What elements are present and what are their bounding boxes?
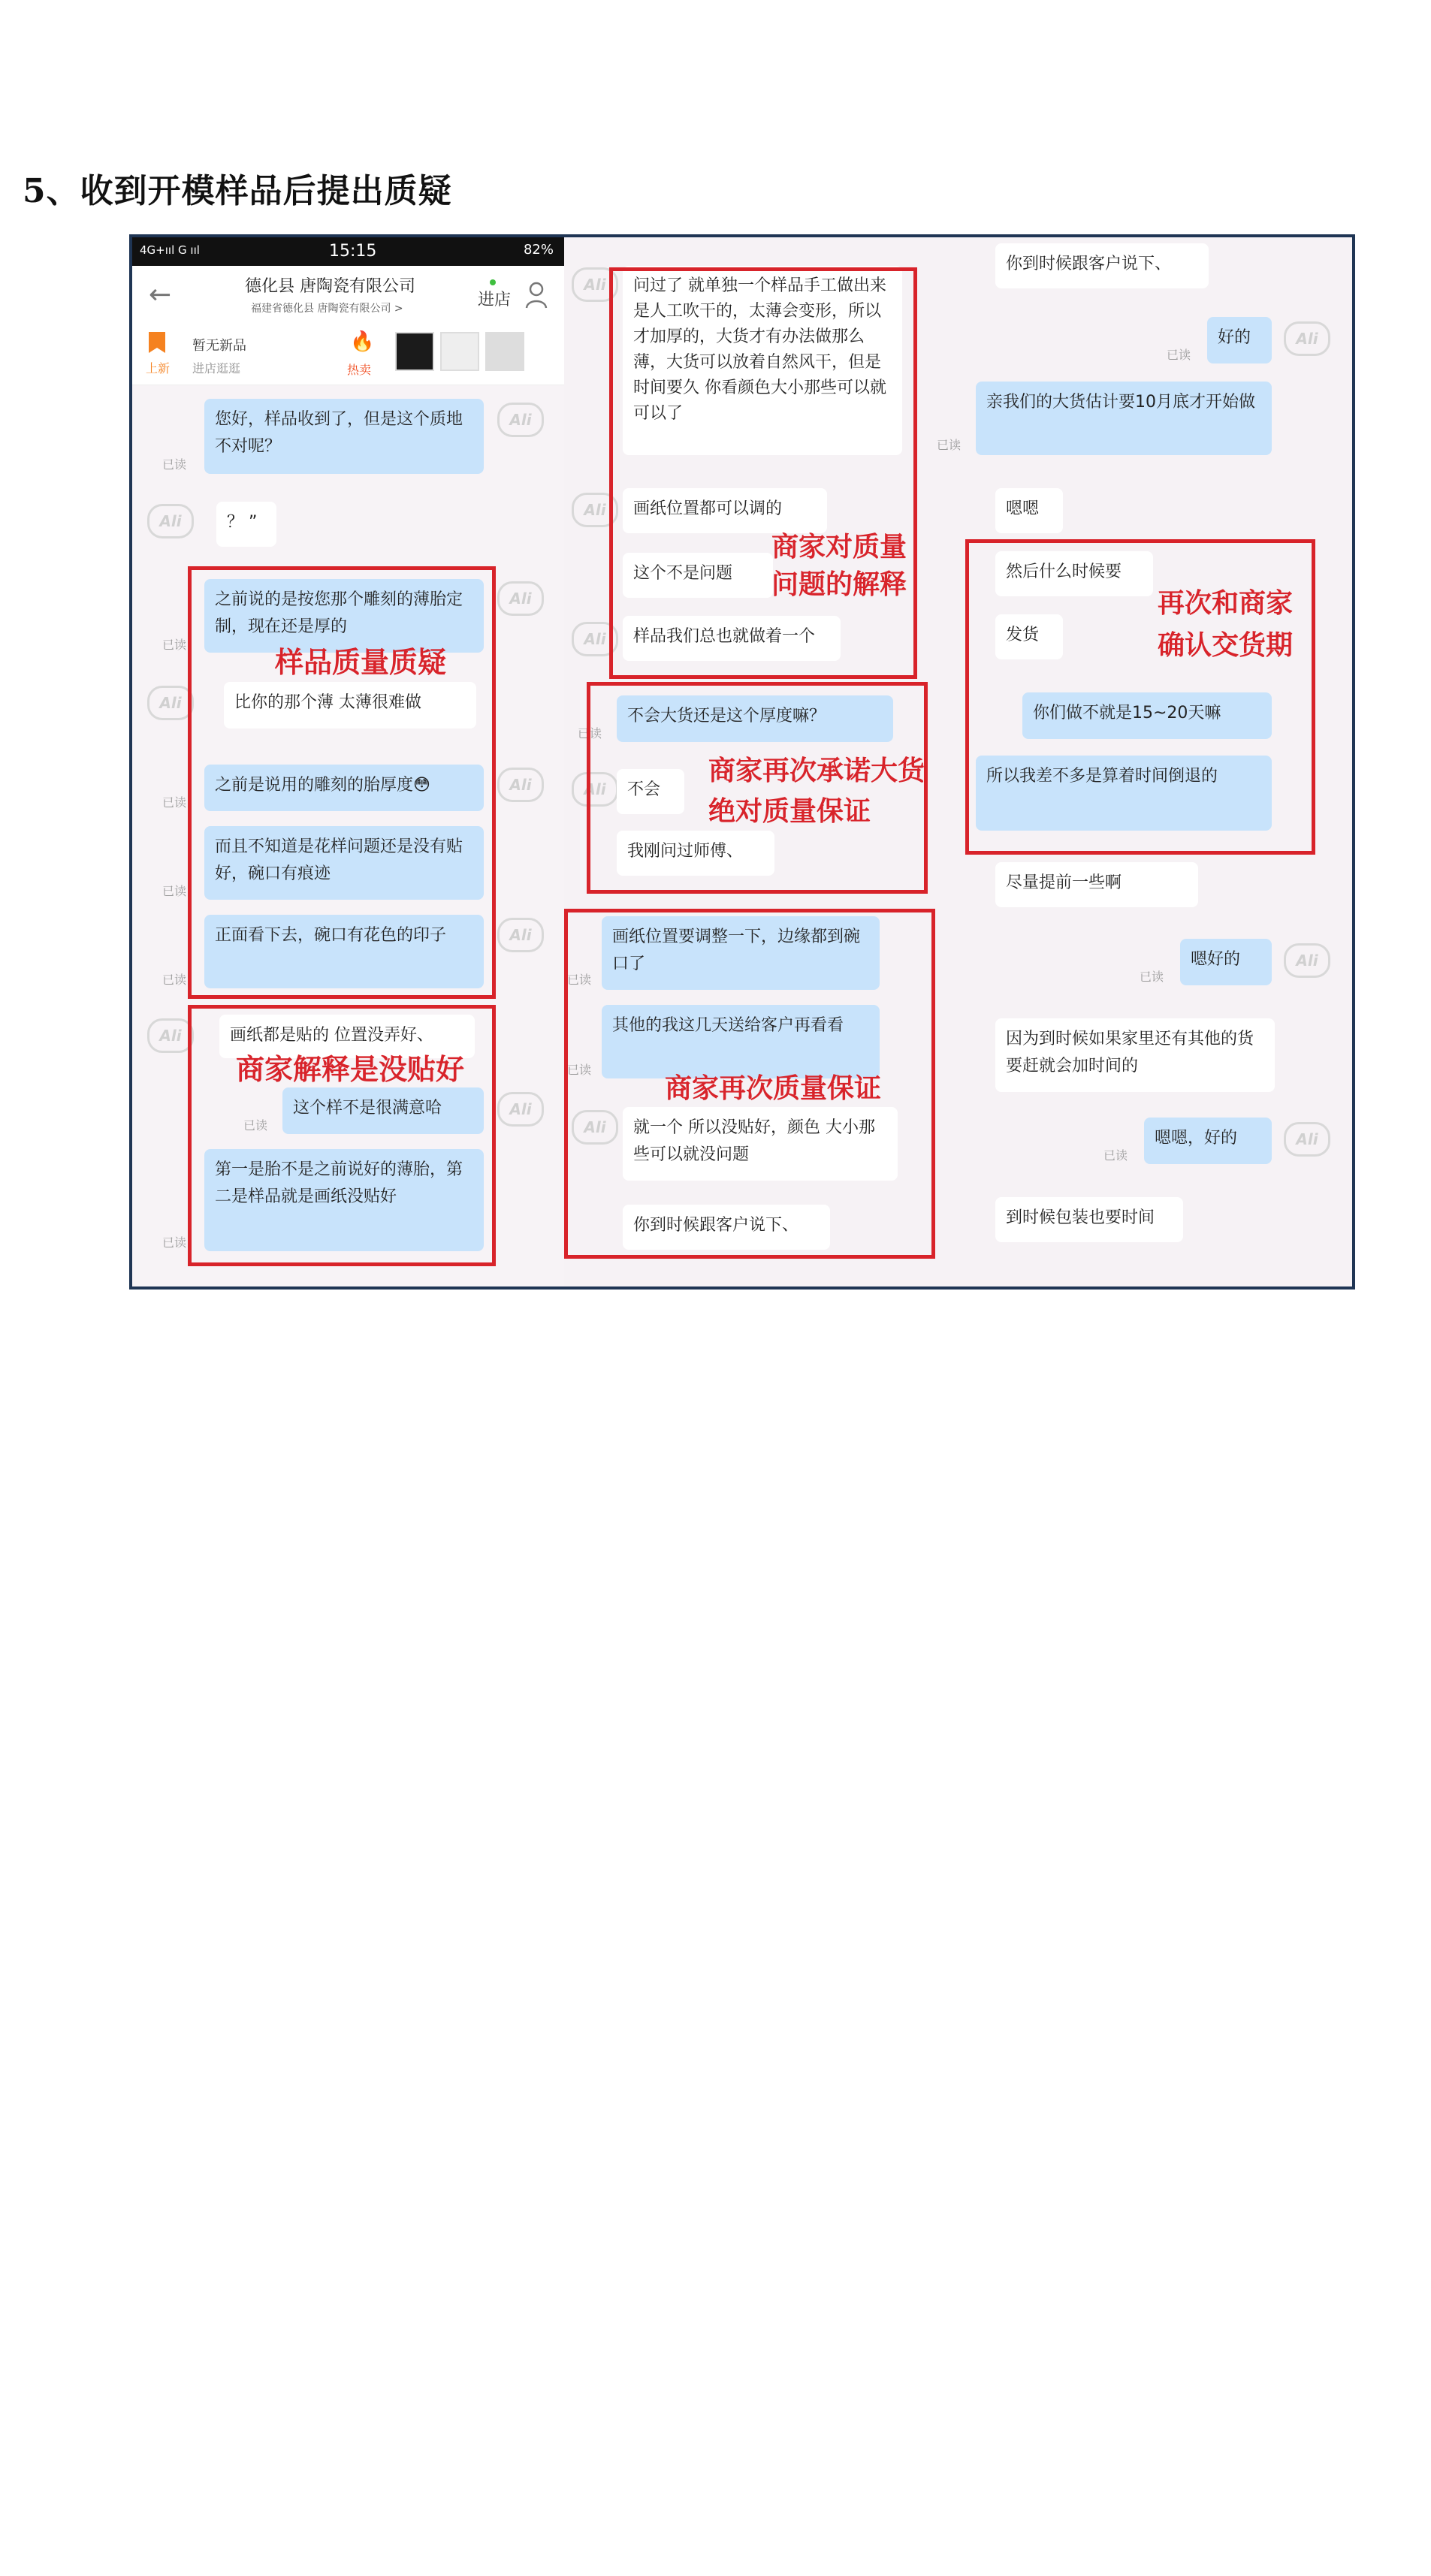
chat-message: 好的 — [1207, 317, 1272, 363]
enter-shop-button[interactable]: 进店 — [478, 291, 512, 309]
avatar: Ali — [572, 493, 618, 527]
annotation-confirm-delivery: 再次和商家确认交货期 — [1158, 588, 1294, 661]
annotation-box — [188, 566, 496, 999]
chat-message: 因为到时候如果家里还有其他的货要赶就会加时间的 — [995, 1018, 1275, 1092]
chat-message: 这个样不是很满意哈 — [282, 1087, 484, 1134]
visit-shop-link[interactable]: 进店逛逛 — [192, 361, 241, 376]
read-receipt: 已读 — [243, 1118, 268, 1133]
status-time: 15:15 — [329, 242, 377, 261]
chat-message: ？ ” — [216, 502, 276, 547]
chat-message: 画纸位置都可以调的 — [623, 488, 827, 533]
chat-message: 画纸位置要调整一下，边缘都到碗口了 — [602, 916, 880, 990]
read-receipt: 已读 — [162, 1235, 187, 1250]
new-arrival-label[interactable]: 上新 — [146, 361, 171, 376]
section-heading: 5、收到开模样品后提出质疑 — [23, 172, 452, 210]
chat-message: 然后什么时候要 — [995, 551, 1153, 596]
hot-sale-icon: 🔥 — [350, 330, 375, 353]
avatar: Ali — [497, 918, 544, 952]
chat-message: 所以我差不多是算着时间倒退的 — [976, 756, 1272, 831]
avatar: Ali — [572, 772, 618, 807]
annotation-merchant-again: 商家再次质量保证 — [665, 1073, 882, 1104]
avatar: Ali — [1284, 321, 1330, 356]
read-receipt: 已读 — [567, 973, 592, 987]
back-arrow-icon[interactable]: ← — [149, 279, 172, 310]
chat-message: 嗯嗯，好的 — [1144, 1118, 1272, 1164]
read-receipt: 已读 — [567, 1063, 592, 1077]
left-chat-panel — [132, 237, 564, 1286]
chat-screenshot-figure — [129, 234, 1355, 1290]
read-receipt: 已读 — [1167, 348, 1191, 362]
chat-message: 您好，样品收到了，但是这个质地不对呢？ — [204, 399, 484, 474]
chat-message: 问过了 就单独一个样品手工做出来是人工吹干的，太薄会变形，所以才加厚的，大货才有办法做那么薄，大货可以放着自然风干，但是时间要久 你看颜色大小那些可以就可以了 — [623, 266, 902, 455]
avatar: Ali — [572, 622, 618, 656]
annotation-merchant-not-stuck: 商家解释是没贴好 — [236, 1053, 465, 1086]
chat-message: 比你的那个薄 太薄很难做 — [224, 682, 476, 728]
right-chat-panel — [937, 237, 1352, 1286]
read-receipt: 已读 — [578, 726, 602, 741]
shop-name: 德化县 唐陶瓷有限公司 — [245, 277, 415, 296]
chat-message: 其他的我这几天送给客户再看看 — [602, 1005, 880, 1078]
chat-message: 画纸都是贴的 位置没弄好、 — [219, 1015, 475, 1058]
avatar: Ali — [572, 267, 618, 302]
chat-message: 不会 — [617, 769, 684, 814]
new-arrival-icon — [149, 332, 165, 353]
phone-status-bar — [132, 237, 564, 266]
no-new-products-text: 暂无新品 — [192, 338, 246, 354]
avatar: Ali — [572, 1110, 618, 1145]
annotation-merchant-promise: 商家再次承诺大货绝对质量保证 — [708, 756, 925, 827]
signal-status: 4G+ııl G ııl — [140, 243, 200, 257]
chat-message: 正面看下去，碗口有花色的印子 — [204, 915, 484, 988]
shop-subtitle[interactable]: 福建省德化县 唐陶瓷有限公司 > — [251, 303, 403, 315]
avatar: Ali — [497, 1092, 544, 1127]
chat-message: 这个不是问题 — [623, 553, 773, 598]
avatar: Ali — [147, 1018, 194, 1053]
chat-message: 嗯好的 — [1180, 939, 1272, 985]
chat-message: 之前说的是按您那个雕刻的薄胎定制，现在还是厚的 — [204, 579, 484, 653]
user-profile-icon[interactable] — [524, 281, 548, 309]
chat-message: 样品我们总也就做着一个 — [623, 616, 841, 661]
avatar: Ali — [1284, 1122, 1330, 1157]
read-receipt: 已读 — [162, 884, 187, 898]
avatar: Ali — [497, 581, 544, 616]
chat-message: 嗯嗯 — [995, 488, 1063, 533]
product-thumbnail[interactable] — [485, 332, 524, 371]
chat-message: 你到时候跟客户说下、 — [995, 243, 1209, 288]
chat-message: 尽量提前一些啊 — [995, 862, 1198, 907]
shop-header — [132, 266, 564, 325]
chat-message: 你们做不就是15~20天嘛 — [1022, 692, 1272, 739]
read-receipt: 已读 — [162, 457, 187, 472]
annotation-merchant-explain: 商家对质量问题的解释 — [771, 532, 907, 600]
read-receipt: 已读 — [1140, 970, 1164, 984]
read-receipt: 已读 — [937, 438, 962, 452]
read-receipt: 已读 — [1103, 1148, 1128, 1163]
avatar: Ali — [497, 403, 544, 437]
read-receipt: 已读 — [162, 973, 187, 987]
avatar: Ali — [147, 504, 194, 538]
product-thumbnail[interactable] — [395, 332, 434, 371]
product-bar — [132, 324, 564, 385]
online-status-icon — [490, 279, 496, 285]
chat-message: 我刚问过师傅、 — [617, 831, 774, 876]
read-receipt: 已读 — [162, 638, 187, 652]
chat-message: 而且不知道是花样问题还是没有贴好，碗口有痕迹 — [204, 826, 484, 900]
chat-message: 之前是说用的雕刻的胎厚度😳 — [204, 765, 484, 811]
chat-message: 发货 — [995, 614, 1063, 659]
chat-message: 第一是胎不是之前说好的薄胎，第二是样品就是画纸没贴好 — [204, 1149, 484, 1251]
chat-message: 亲我们的大货估计要10月底才开始做 — [976, 382, 1272, 455]
annotation-box — [188, 1005, 496, 1266]
avatar: Ali — [497, 768, 544, 802]
chat-message: 到时候包装也要时间 — [995, 1197, 1183, 1242]
product-thumbnail[interactable] — [440, 332, 479, 371]
read-receipt: 已读 — [162, 795, 187, 810]
chat-message: 你到时候跟客户说下、 — [623, 1205, 830, 1250]
avatar: Ali — [1284, 943, 1330, 978]
hot-sale-label[interactable]: 热卖 — [347, 363, 372, 377]
chat-message: 不会大货还是这个厚度嘛？ — [617, 695, 893, 742]
battery-status: 82% — [523, 242, 554, 258]
chat-message: 就一个 所以没贴好，颜色 大小那些可以就没问题 — [623, 1107, 898, 1181]
annotation-sample-quality: 样品质量质疑 — [275, 646, 447, 679]
avatar: Ali — [147, 686, 194, 720]
annotation-box — [609, 267, 917, 679]
middle-chat-panel — [564, 237, 955, 1286]
